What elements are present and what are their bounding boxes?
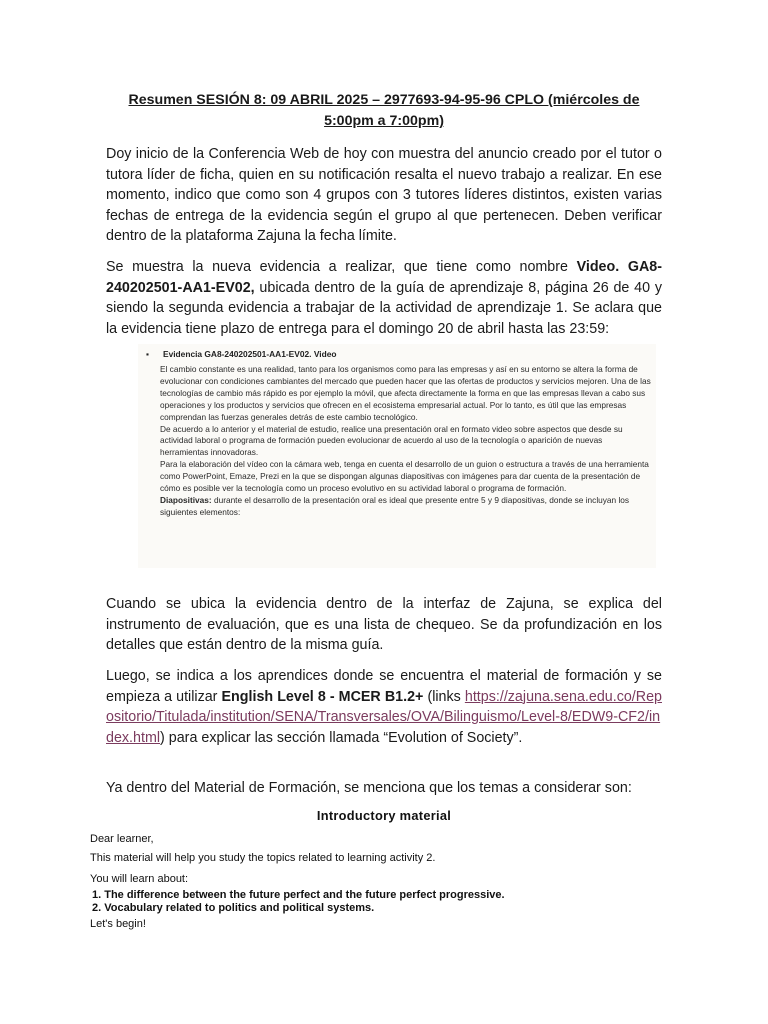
intro-description: This material will help you study the topics related to learning activity 2. (90, 852, 436, 864)
slides-text: durante el desarrollo de la presentación oral es ideal que presente entre 5 y 9 diapositivas, donde se incluyan los siguientes elementos: (160, 494, 630, 517)
intro-learn-about: You will learn about: (90, 873, 189, 885)
paragraph-topics: Ya dentro del Material de Formación, se menciona que los temas a considerar son: (106, 780, 632, 796)
paragraph-evaluation: Cuando se ubica la evidencia dentro de la interfaz de Zajuna, se explica del instrumento de evaluación, que es una lista de chequeo. Se da profundización en los detalles que están dentro de la misma guía. (106, 596, 662, 653)
evidence-title (146, 349, 336, 359)
evidence-screenshot (138, 344, 656, 568)
bullet-icon: ▪ (146, 349, 149, 359)
intro-topic-item: 2. Vocabulary related to politics and political systems. (92, 901, 375, 914)
evidence-paragraph: Para la elaboración del vídeo con la cámara web, tenga en cuenta el desarrollo de un guion o estructura a través de una herramienta como PowerPoint, Emaze, Prezi en la que se dispongan algunas diapositivas con imágenes para dar cuenta de la presentación de cómo es posible ver la tecnología como un proceso evolutivo en su actividad laboral o programa de formación. (160, 459, 649, 494)
paragraph-material-text-before: Luego, se indica a los aprendices donde se encuentra el material de formación y se empieza a utilizar (106, 668, 662, 705)
document-title: Resumen SESIÓN 8: 09 ABRIL 2025 – 2977693-94-95-96 CPLO (miércoles de 5:00pm a 7:00pm) (128, 92, 640, 129)
intro-topic-list (92, 889, 505, 914)
paragraph-material-text-mid: (links (423, 688, 465, 705)
material-link[interactable]: https://zajuna.sena.edu.co/Repositorio/Titulada/institution/SENA/Transversales/OVA/Bilinguismo/Level-8/EDW9-CF2/index.html (106, 688, 662, 746)
intro-closing: Let's begin! (90, 918, 146, 930)
evidence-title-text: Evidencia GA8-240202501-AA1-EV02. Video (162, 349, 337, 359)
evidence-paragraph: El cambio constante es una realidad, tanto para los organismos como para las empresas y así en su entorno se altera la forma de evolucionar con condiciones cambiantes del mercado que pueden hacer que las ofertas de productos y servicios mejoren. Una de las tecnologías de cambio más rápido es por ejemplo la móvil, que afecta directamente la forma en que las empresas llevan a cabo sus operaciones y los productos y servicios que ofrecen en el ecosistema empresarial actual. Por lo tanto, es útil que las empresas comprendan las fuerzas generales detrás de este cambio tecnológico. (160, 364, 651, 422)
evidence-body (160, 364, 652, 519)
slides-label: Diapositivas: (160, 494, 212, 505)
paragraph-evidence-description (106, 257, 662, 339)
paragraph-material (106, 666, 662, 748)
intro-topic-item: 1. The difference between the future perfect and the future perfect progressive. (92, 889, 505, 901)
paragraph-intro: Doy inicio de la Conferencia Web de hoy con muestra del anuncio creado por el tutor o tutora líder de ficha, quien en su notificación resalta el nuevo trabajo a realizar. En ese momento, indico que como son 4 grupos con 3 tutores líderes distintos, existen varias fechas de entrega de la evidencia según el grupo al que pertenecen. Deben verificar dentro de la plataforma Zajuna la fecha límite. (106, 146, 662, 244)
paragraph-evidence-text-before: Se muestra la nueva evidencia a realizar, que tiene como nombre (106, 259, 577, 275)
evidence-name: Video. GA8-240202501-AA1-EV02, (106, 259, 662, 296)
evidence-paragraph (160, 495, 652, 519)
course-name: English Level 8 - MCER B1.2+ (221, 688, 424, 705)
evidence-paragraph: De acuerdo a lo anterior y el material de estudio, realice una presentación oral en formato video sobre aspectos que desde su actividad laboral o programa de formación pueden evolucionar de acuerdo al uso de la tecnología o aparición de nuevas herramientas innovadoras. (160, 423, 623, 458)
paragraph-material-text-after: ) para explicar las sección llamada “Evolution of Society”. (160, 729, 523, 746)
intro-greeting: Dear learner, (90, 833, 154, 845)
intro-heading: Introductory material (316, 808, 452, 823)
paragraph-evidence-text-after: ubicada dentro de la guía de aprendizaje 8, página 26 de 40 y siendo la segunda evidencia a trabajar de la actividad de aprendizaje 1. Se aclara que la evidencia tiene plazo de entrega para el domingo 20 de abril hasta las 23:59: (106, 279, 662, 337)
